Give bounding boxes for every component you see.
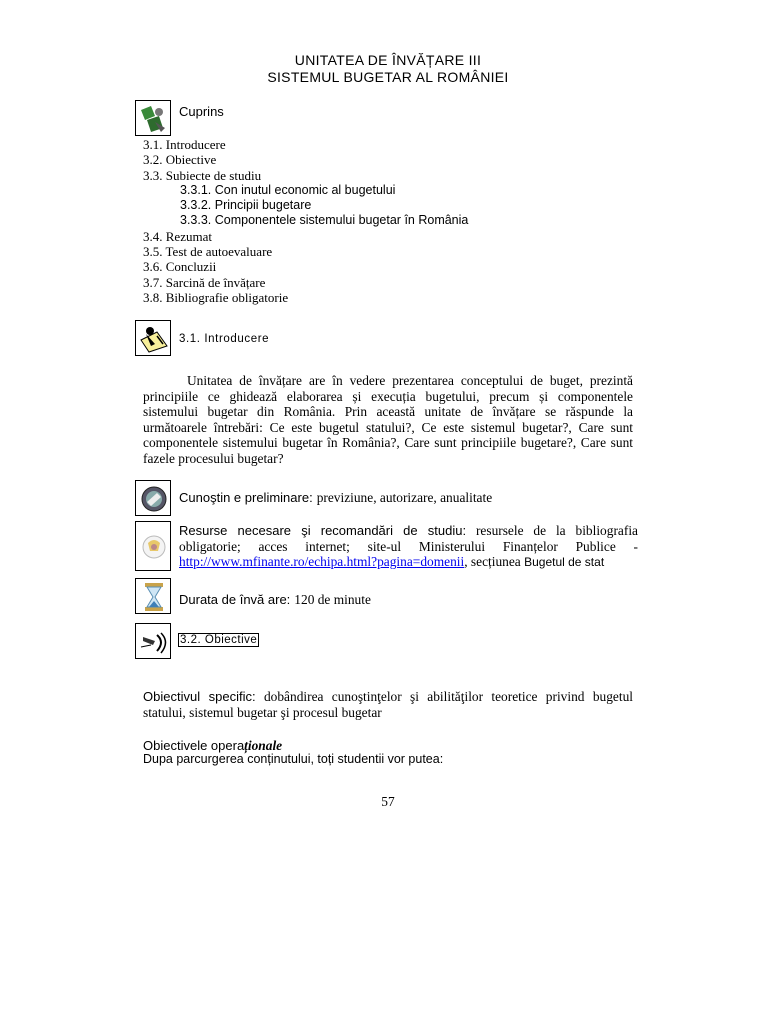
resurse-suffix-bold: Bugetul de stat xyxy=(524,555,605,570)
header-line-2: SISTEMUL BUGETAR AL ROMÂNIEI xyxy=(267,69,509,85)
introducere-heading: 3.1. Introducere xyxy=(179,333,270,345)
resurse-icon xyxy=(135,521,171,571)
durata-line xyxy=(179,591,639,609)
toc-item[interactable]: 3.6. Concluzii xyxy=(143,259,217,275)
resurse-label: Resurse necesare şi recomandări de studiu: xyxy=(179,523,467,538)
obiective-heading xyxy=(178,634,259,646)
obiective-heading-text: 3.2. Obiective xyxy=(180,634,258,646)
obiective-icon xyxy=(135,623,171,659)
obiectiv-specific-text: dobândirea cunoştinţelor şi abilităţilor teoretice privind bugetul statului, sistemul bugetar şi procesul bugetar xyxy=(143,689,633,720)
page-number: 57 xyxy=(381,794,395,809)
resurse-block xyxy=(179,523,638,571)
cunostinte-line xyxy=(179,489,639,507)
cuprins-title: Cuprins xyxy=(179,104,224,119)
toc-subitem[interactable]: 3.3.3. Componentele sistemului bugetar în România xyxy=(180,213,469,228)
toc-subitem[interactable]: 3.3.1. Con inutul economic al bugetului xyxy=(180,182,396,197)
mfinante-link[interactable]: http://www.mfinante.ro/echipa.html?pagina=domenii xyxy=(179,554,465,570)
cunostinte-label: Cunoştin e preliminare: xyxy=(179,490,313,505)
durata-icon xyxy=(135,578,171,614)
durata-label: Durata de învă are: xyxy=(179,592,291,607)
durata-value: 120 de minute xyxy=(294,592,371,607)
toc-item[interactable]: 3.7. Sarcină de învățare xyxy=(143,274,266,290)
table-of-contents xyxy=(143,137,643,305)
toc-subitem[interactable]: 3.3.2. Principii bugetare xyxy=(180,198,312,213)
toc-item[interactable]: 3.3. Subiecte de studiu xyxy=(143,167,262,183)
toc-item[interactable]: 3.4. Rezumat xyxy=(143,228,212,244)
cunostinte-value: previziune, autorizare, anualitate xyxy=(316,490,493,505)
obiective-operationale-a: Obiectivele opera xyxy=(143,738,245,753)
toc-item[interactable]: 3.8. Bibliografie obligatorie xyxy=(143,289,289,305)
toc-item[interactable]: 3.1. Introducere xyxy=(143,137,226,152)
resurse-text: resursele de la bibliografia obligatorie; acces internet; site-ul Ministerului Finanțelor Publice - xyxy=(179,523,638,554)
introducere-paragraph: Unitatea de învățare are în vedere prezentarea conceptului de buget, prezintă principiile ce ghidează elaborarea și execuția bugetului, precum și componentele sistemului bugetar din România. Prin această unitate de învățare se răspunde la următoarele întrebări: Ce este bugetul statului?, Ce este sistemul bugetar?, Care sunt componentele sistemului bugetar în România?, Care sunt principiile bugetare?, Care sunt fazele procesului bugetar? xyxy=(143,373,633,466)
introducere-icon xyxy=(135,320,171,356)
obiectiv-specific-label: Obiectivul specific: xyxy=(143,689,256,704)
obiectiv-specific xyxy=(143,689,633,720)
cuprins-icon xyxy=(135,100,171,136)
obiective-operationale-b: ționale xyxy=(244,738,283,753)
header-line-1: UNITATEA DE ÎNVĂȚARE III xyxy=(294,52,482,68)
resurse-suffix: , secțiunea xyxy=(464,554,521,570)
dupa-text: Dupa parcurgerea conținutului, toți studentii vor putea: xyxy=(143,752,444,766)
cunostinte-icon xyxy=(135,480,171,516)
toc-item[interactable]: 3.5. Test de autoevaluare xyxy=(143,244,273,260)
toc-item[interactable]: 3.2. Obiective xyxy=(143,152,217,168)
